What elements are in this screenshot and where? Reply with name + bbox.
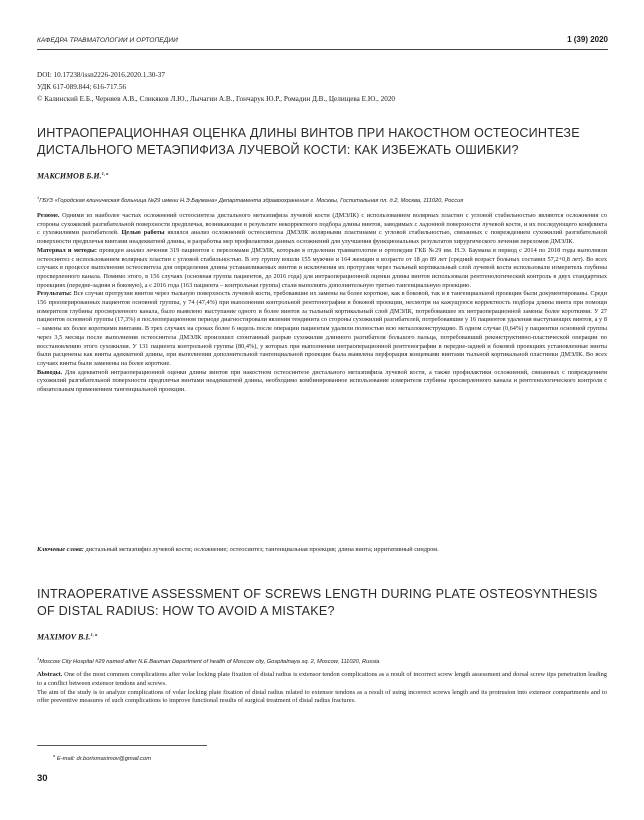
page-number: 30 [37,773,48,784]
en-affiliation: $^1$Moscow City Hospital #29 named after N.E.Bauman Department of health of Moscow city, Gospitalnaya sq. 2, Moscow, 111020, Russia [37,656,380,665]
footnote-email[interactable]: $^a$ E-mail: dr.borismaximov@gmail.com [53,753,152,762]
copyright: © Калинский Е.Б., Черняев А.В., Сликяков Л.Ю., Лычагин А.В., Гончарук Ю.Р., Ромадин Д.В., Целищева Е.Ю., 2020 [37,95,396,103]
article-meta [37,69,395,105]
en-author: MAXIMOV B.I.$^{1, a}$ [37,632,98,642]
ru-affiliation: $^1$ГБУЗ «Городская клиническая больница №29 имени Н.Э.Баумана» Департамента здравоохранения г. Москвы, Госпитальная пл. д.2, Москва, 111020, Россия [37,195,464,204]
en-title: INTRAOPERATIVE ASSESSMENT OF SCREWS LENGTH DURING PLATE OSTEOSYNTHESIS OF DISTAL RADIUS: HOW TO AVOID A MISTAKE? [37,587,598,618]
footnote-divider [37,745,207,746]
running-header [37,33,608,50]
ru-title: ИНТРАОПЕРАЦИОННАЯ ОЦЕНКА ДЛИНЫ ВИНТОВ ПРИ НАКОСТНОМ ОСТЕОСИНТЕЗЕ ДИСТАЛЬНОГО МЕТАЭПИФИЗА ЛУЧЕВОЙ КОСТИ: КАК ИЗБЕЖАТЬ ОШИБКИ? [37,126,580,157]
udk: УДК 617-089.844; 616-717.56 [37,83,127,91]
ru-abstract: Резюме. Одними из наиболее частых осложнений остеосинтеза дистального метаэпифиза лучевой кости (ДМЭЛК) с использованием волярных пластин с угловой стабильностью являются осложнения со стороны сухожилий разгибательной поверхности предплечья, возникающие в результате некорректного подбора длины винтов, заводимых с ладонной поверхности лучевой кости, и их последующего конфликта с сухожилиями разгибателей. Целью работы являлся анализ осложнений остеосинтеза ДМЭЛК волярными пластинами с угловой стабильностью, связанных с повреждением сухожилий разгибательной поверхности предплечья винтами неадекватной длины, и разработка мер профилактики данных осложнений для улучшения функциональных результатов хирургического лечения переломов ДМЭЛК. Материал и методы: проведен анализ лечения 319 пациентов с переломами ДМЭЛК, которым в отделении травматологии и ортопедии ГКБ №29 им. Н.Э. Баумана в период с 2014 по 2018 годы выполняли остеосинтез с использованием волярных пластин с угловой стабильностью. В эту группу вошли 155 мужчин и 164 женщин в возрасте от 18 до 89 лет (средний возраст больных составил 57,2+0,8 лет). Во всех случаях в процессе выполнения остеосинтеза для определения длины устанавливаемых винтов и исключения их протрузии через тыльный кортикальный слой лучевой кости использовали измеритель глубины просверленного канала. Помимо этого, в 156 случаях (основная группа пациентов, до 2016 года) для интраоперационной оценки длины винтов использовали рентгенологический контроль в двух стандартных проекциях (передне-задняя и боковую), а с 2016 года (163 пациента – контрольная группа) стали выполнять дополнительную третью тангенциальную проекцию. Результаты: Все случаи протрузии винтов через тыльную поверхность лучевой кости, требовавшие их замены на более короткие, как в боковой, так и в тангенциальной проекции были документированы. Среди 156 прооперированных пациентов основной группы, у 74 (47,4%) при выполнении контрольной рентгенографии в боковой проекции, несмотря на кажущуюся корректность подбора длины винта при помощи измерителя глубины просверленного канала, было выявлено выступание одного и более винтов за тыльный кортикальный слой ДМЭЛК, потребовавшее их интраоперационной замены более короткими. У 27 пациентов основной группы (17,3%) в послеоперационном периоде диагностировали явления тендинита со стороны сухожилий разгибателей, потребовавшие у 16 пациентов удаления выступающих винтов, а у 8 – замены их более короткими винтами. В трех случаях на сроках более 6 недель после операции пациентам удалили полностью всю металлоконструкцию. В одном случае (0,64%) у пациентки основной группы через 3,5 месяца после выполнения остеосинтеза ДМЭЛК произошел спонтанный разрыв сухожилия длинного разгибателя большого пальца, потребовавший реконструктивно-пластической операции по восстановлению этого сухожилия. У 131 пациента контрольной группы (80,4%), у которых при выполнении интраоперационной рентгенографии в передне-задней и боковой проекциях установленные винты были расценены как винты адекватной длины, при выполнении дополнительной тангенциальной проекции была выявлена перфорация концевыми винтами тыльной кортикальной пластинки ДМЭЛК. Во всех случаях винты были заменены на более короткие. Выводы. Для адекватной интраоперационной оценки длины винтов при накостном остеосинтезе дистального метаэпифиза лучевой кости, а также профилактики осложнений, связанных с повреждением сухожилий разгибательной поверхности предплечья винтами неадекватной длины, необходимо комбинированное использование измерителя глубины просверленного канала и рентгенологического контроля с обязательным применением тангенциальной проекции. [37,212,608,394]
en-abstract: Abstract. One of the most common complications after volar locking plate fixation of distal radius is extensor tendon complications as a result of incorrect screw length assessment and dorsal screw tips penetration leading to a conflict between extensor tendons and screws. The aim of the study is to analyze complications of volar locking plate fixation of distal radius related to extensor tendons as a result of using incorrect screws length and its protrusion into extensor compartments and to offer preventive measures of such complications to improve functional results of surgical treatment of distal radius fractures. [37,671,607,705]
issue-number: 1 (39) 2020 [567,35,608,44]
journal-section: КАФЕДРА ТРАВМАТОЛОГИИ И ОРТОПЕДИИ [37,37,178,44]
ru-author: МАКСИМОВ Б.И.$^{1, a}$ [37,171,109,181]
ru-keywords: Ключевые слова: дистальный метаэпифиз лучевой кости; осложнение; остеосинтез; тангенциальная проекция; длина винта; ирритативный синдром. [37,546,439,553]
doi[interactable]: DOI: 10.17238/issn2226-2016.2020.1.30-37 [37,71,165,79]
